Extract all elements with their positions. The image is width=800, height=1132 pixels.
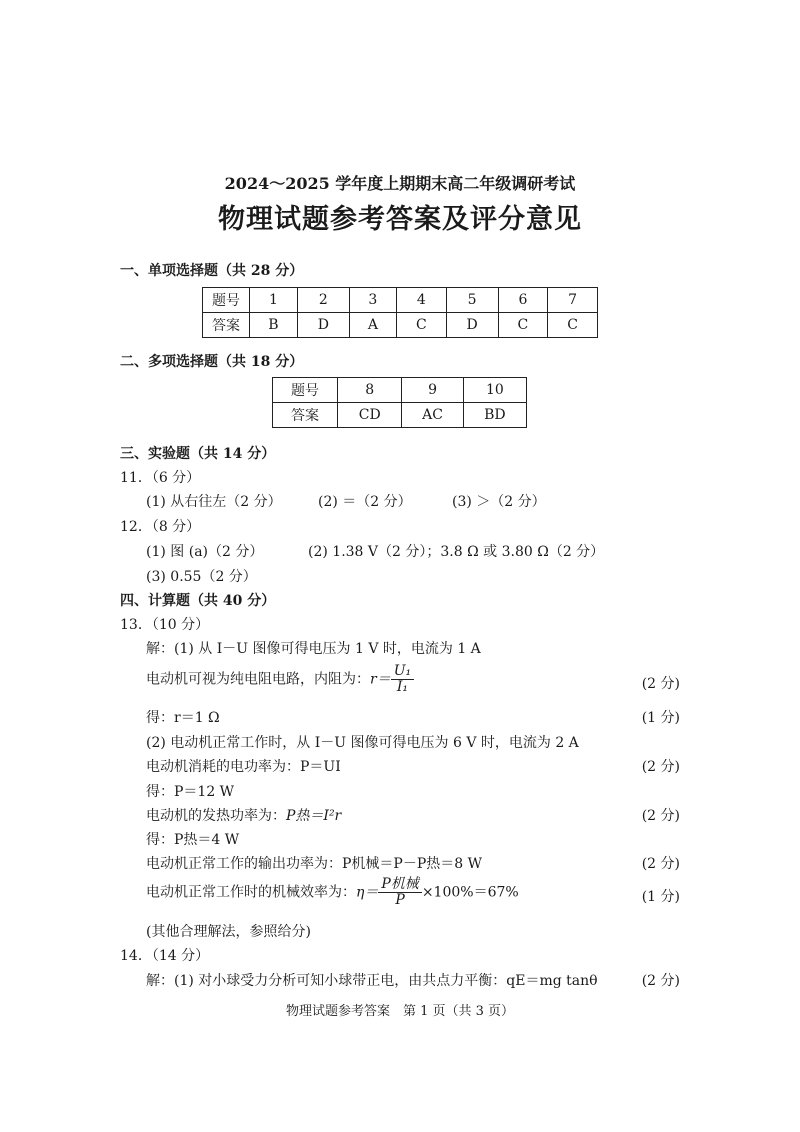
q13-line-11: (其他合理解法，参照给分) xyxy=(146,924,311,940)
q13-line-7-formula: P热＝I²r xyxy=(286,808,342,824)
question-number: 9 xyxy=(402,378,463,403)
q14-header: 14．（14 分） xyxy=(120,948,210,964)
row-label: 答案 xyxy=(203,313,250,338)
q11-answer-1: (1) 从右往左（2 分） xyxy=(146,494,282,510)
answer-cell: BD xyxy=(463,403,526,428)
answer-cell: D xyxy=(446,313,498,338)
q11-header: 11．（6 分） xyxy=(120,470,201,486)
question-number: 4 xyxy=(396,288,446,313)
section-multi-choice: 二、多项选择题（共 18 分） xyxy=(120,354,304,370)
q13-line-2 xyxy=(146,664,414,695)
q13-line-5: 电动机消耗的电功率为：P＝UI xyxy=(146,759,341,775)
q13-line-10-text: 电动机正常工作时的机械效率为： xyxy=(146,884,356,901)
fraction-denominator: P xyxy=(395,892,405,908)
single-choice-answer-table xyxy=(202,287,598,338)
q12-answer-1: (1) 图 (a)（2 分） xyxy=(146,544,264,560)
row-label: 题号 xyxy=(203,288,250,313)
q13-header: 13．（10 分） xyxy=(120,617,210,633)
exam-subtitle: 2024～2025 学年度上期期末高二年级调研考试 xyxy=(224,174,576,193)
question-number: 8 xyxy=(338,378,402,403)
q11-answer-2: (2) ＝（2 分） xyxy=(318,494,412,510)
fraction-numerator: P机械 xyxy=(378,877,421,893)
q13-line-10 xyxy=(146,877,519,908)
question-number: 3 xyxy=(349,288,396,313)
fraction-numerator: U₁ xyxy=(391,664,414,680)
answer-cell: D xyxy=(297,313,349,338)
q12-header: 12．（8 分） xyxy=(120,519,201,535)
q13-line-1: 解：(1) 从 I－U 图像可得电压为 1 V 时，电流为 1 A xyxy=(146,641,481,657)
table-row xyxy=(203,313,598,338)
q13-line-6: 得：P＝12 W xyxy=(146,784,235,800)
table-row xyxy=(273,403,527,428)
q13-line-10-rhs: ×100%＝67% xyxy=(421,884,519,901)
q13-line-9: 电动机正常工作的输出功率为：P机械＝P－P热＝8 W xyxy=(146,856,483,872)
score-label: (2 分) xyxy=(641,808,680,824)
q13-line-2-lhs: r＝ xyxy=(370,671,391,688)
answer-cell: B xyxy=(250,313,298,338)
q12-answer-2: (2) 1.38 V（2 分）；3.8 Ω 或 3.80 Ω（2 分） xyxy=(308,544,605,560)
answer-cell: C xyxy=(498,313,548,338)
q13-line-10-lhs: η＝ xyxy=(356,884,379,901)
score-label: (2 分) xyxy=(641,759,680,775)
q13-line-2-text: 电动机可视为纯电阻电路，内阻为： xyxy=(146,671,370,688)
q13-line-7 xyxy=(146,805,341,825)
row-label: 答案 xyxy=(273,403,338,428)
section-experiment: 三、实验题（共 14 分） xyxy=(120,446,276,462)
score-label: (1 分) xyxy=(641,710,680,726)
table-row xyxy=(203,288,598,313)
question-number: 7 xyxy=(548,288,598,313)
row-label: 题号 xyxy=(273,378,338,403)
fraction-denominator: I₁ xyxy=(396,679,408,695)
score-label: (2 分) xyxy=(641,676,680,692)
q13-line-8: 得：P热＝4 W xyxy=(146,832,240,848)
question-number: 5 xyxy=(446,288,498,313)
answer-cell: AC xyxy=(402,403,463,428)
score-label: (1 分) xyxy=(641,889,680,905)
answer-cell: C xyxy=(396,313,446,338)
answer-cell: C xyxy=(548,313,598,338)
question-number: 6 xyxy=(498,288,548,313)
section-calculation: 四、计算题（共 40 分） xyxy=(120,593,276,609)
answer-cell: A xyxy=(349,313,396,338)
fraction xyxy=(391,664,414,695)
question-number: 10 xyxy=(463,378,526,403)
question-number: 2 xyxy=(297,288,349,313)
q13-line-7-text: 电动机的发热功率为： xyxy=(146,808,286,824)
question-number: 1 xyxy=(250,288,298,313)
fraction xyxy=(378,877,421,908)
score-label: (2 分) xyxy=(641,856,680,872)
q13-line-4: (2) 电动机正常工作时，从 I－U 图像可得电压为 6 V 时，电流为 2 A xyxy=(146,735,579,751)
q14-line-1: 解：(1) 对小球受力分析可知小球带正电，由共点力平衡：qE＝mg tanθ xyxy=(146,973,598,989)
q11-answer-3: (3) ＞（2 分） xyxy=(452,494,546,510)
page-title: 物理试题参考答案及评分意见 xyxy=(218,204,582,235)
q12-answer-3: (3) 0.55（2 分） xyxy=(146,569,257,585)
page-footer: 物理试题参考答案 第 1 页（共 3 页） xyxy=(285,1004,515,1019)
table-row xyxy=(273,378,527,403)
multi-choice-answer-table xyxy=(272,377,527,428)
q13-line-3: 得：r＝1 Ω xyxy=(146,710,220,726)
section-single-choice: 一、单项选择题（共 28 分） xyxy=(120,263,304,279)
answer-cell: CD xyxy=(338,403,402,428)
score-label: (2 分) xyxy=(641,973,680,989)
